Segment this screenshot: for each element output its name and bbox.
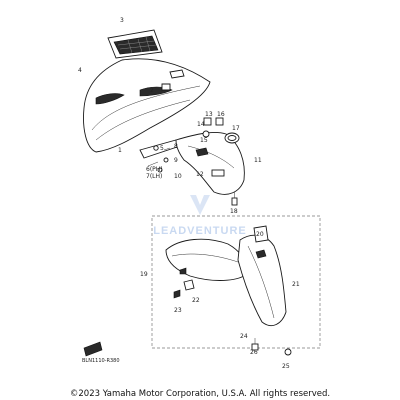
callout-21: 21 xyxy=(292,281,300,288)
callout-24: 24 xyxy=(240,333,248,340)
callout-4: 4 xyxy=(78,67,82,74)
callout-3: 3 xyxy=(120,17,124,24)
part-18-bolt xyxy=(232,192,237,205)
callout-15: 15 xyxy=(200,137,208,144)
callout-18: 18 xyxy=(230,208,238,215)
part-21-side-panel xyxy=(238,226,286,326)
callout-20: 20 xyxy=(256,231,264,238)
callout-6-ph: 6(PH) xyxy=(146,166,163,173)
callout-8: 8 xyxy=(174,143,178,150)
diagram-reference-code: BLN1110-R380 xyxy=(82,358,120,364)
callout-16: 16 xyxy=(217,111,225,118)
callout-12: 12 xyxy=(196,171,204,178)
callout-23: 23 xyxy=(174,307,182,314)
copyright-footer: ©2023 Yamaha Motor Corporation, U.S.A. All rights reserved. xyxy=(69,389,331,399)
part-3-mesh-panel xyxy=(108,30,162,58)
callout-25: 25 xyxy=(282,363,290,370)
callout-7-lh: 7(LH) xyxy=(146,173,163,180)
callout-11: 11 xyxy=(254,157,262,164)
callout-17: 17 xyxy=(232,125,240,132)
callout-14: 14 xyxy=(197,121,205,128)
callout-9: 9 xyxy=(174,157,178,164)
watermark-text: LEADVENTURE xyxy=(153,225,247,237)
reference-mark xyxy=(84,342,102,356)
callout-26: 26 xyxy=(250,349,258,356)
callout-13: 13 xyxy=(205,111,213,118)
part-19-under-cowling xyxy=(166,239,245,280)
callout-1: 1 xyxy=(118,147,122,154)
callout-2: 2 xyxy=(150,87,154,94)
callout-10: 10 xyxy=(174,173,182,180)
callout-19: 19 xyxy=(140,271,148,278)
callout-22: 22 xyxy=(192,297,200,304)
callout-5: 5 xyxy=(160,145,164,152)
